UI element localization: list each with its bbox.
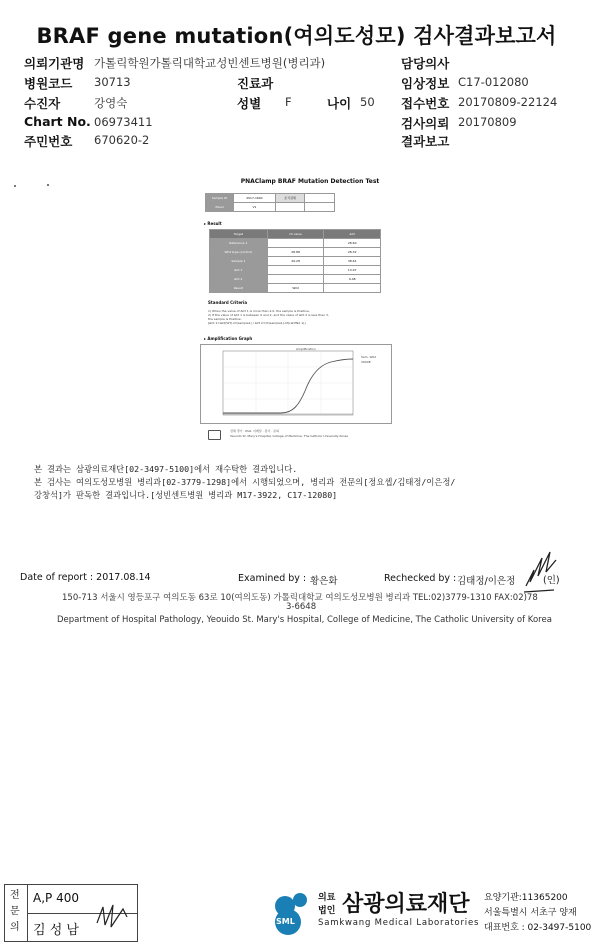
report-title: BRAF gene mutation(여의도성모) 검사결과보고서: [36, 24, 557, 48]
embedded-footer-line: Yeouido St. Mary's Hospital, College of Medicine, The Catholic University Korea: [230, 434, 348, 438]
stamp-code: A,P 400: [33, 891, 79, 905]
graph-legend-item: Sam. Wild: [361, 355, 377, 359]
stamp-side: [5, 885, 28, 941]
result-row-dct: 38.61: [324, 257, 381, 266]
age-value: 50: [360, 95, 375, 109]
result-row-dct: 28.60: [324, 239, 381, 248]
department-label: 진료과: [237, 76, 274, 91]
graph-title: Amplification: [296, 347, 316, 351]
embedded-title: PNAClamp BRAF Mutation Detection Test: [240, 178, 380, 185]
scan-speck: [14, 185, 16, 187]
receipt-label: 접수번호: [401, 96, 450, 111]
result-row-ct: [267, 239, 324, 248]
criteria-line: 2) If the value of ΔCt 1 is between 0 and 2, and the value of ΔCt 2 is less than 3,: [208, 313, 329, 317]
clinical-info-label: 임상정보: [401, 76, 450, 91]
embedded-scan-report: [200, 178, 420, 440]
sample-table: [205, 193, 335, 212]
stamp-name: 김 성 남: [33, 923, 79, 938]
result-row-label: Reference 1: [210, 239, 268, 248]
result-row-label: Sample 1: [210, 257, 268, 266]
address-line-cont: 3-6648: [286, 602, 317, 612]
receipt-value: 20170809-22124: [458, 95, 558, 109]
result-final-value: Wild: [267, 284, 324, 293]
sex-value: F: [285, 95, 292, 109]
examined-value: 황은화: [310, 576, 338, 587]
result-row-ct: [267, 275, 324, 284]
company-english: Samkwang Medical Laboratories: [318, 918, 480, 928]
sample-extra-blank: [305, 194, 335, 203]
panel-blank: [275, 203, 305, 212]
result-row-dct: [324, 284, 381, 293]
age-label: 나이: [327, 96, 352, 111]
result-header-dct: ΔCt: [324, 230, 381, 239]
result-header-ct: Ct value: [267, 230, 324, 239]
department-line: Department of Hospital Pathology, Yeouido St. Mary's Hospital, College of Medicine, The Catholic University of Korea: [57, 615, 552, 625]
seal-mark: (인): [543, 575, 560, 586]
result-row-dct: 28.32: [324, 248, 381, 257]
hospital-code-value: 30713: [94, 75, 131, 89]
amplification-graph: [200, 344, 392, 424]
clinical-info-value: C17-012080: [458, 75, 529, 89]
criteria-line: the sample is Positive.: [208, 317, 242, 321]
company-address: 서울특별시 서초구 양재: [484, 908, 577, 918]
institution-code: 요양기관:11365200: [484, 893, 568, 903]
result-heading: ▸ Result: [204, 221, 222, 226]
note-line: 강창석]가 판독한 결과입니다.[성빈센트병원 병리과 M17-3922, C17-12080]: [34, 490, 338, 500]
sml-logo-icon: [268, 886, 320, 938]
result-row-ct: [267, 266, 324, 275]
sex-label: 성별: [237, 96, 262, 111]
result-row-ct: 28.88: [267, 248, 324, 257]
result-row-ct: 29.28: [267, 257, 324, 266]
patient-label: 수진자: [24, 96, 61, 111]
result-table: [209, 229, 381, 293]
result-row-label: ΔCt 1: [210, 266, 268, 275]
institution-value: 가톨릭학원가톨릭대학교성빈센트병원(병리과): [94, 56, 326, 70]
doctor-label: 담당의사: [401, 56, 450, 71]
panel-value: V1: [234, 203, 275, 212]
address-line: 150-713 서울시 영등포구 여의도동 63로 10(여의도동) 가톨릭대학교 여의도성모병원 병리과 TEL:02)3779-1310 FAX:02)78: [62, 593, 538, 603]
result-row-dct: 9.48: [324, 275, 381, 284]
specialist-stamp: [4, 884, 138, 942]
stamp-side-label: 전문의: [10, 890, 20, 933]
sample-id-value: 2017-1600: [234, 194, 275, 203]
graph-legend-item: V600E: [361, 360, 371, 364]
hospital-code-label: 병원코드: [24, 76, 73, 91]
corp-label: 의료: [318, 893, 336, 903]
criteria-line: 1) When the value of ΔCt 1 is more than 2.0, the sample is Positive.: [208, 309, 310, 313]
sml-badge: SML: [276, 917, 295, 926]
sample-extra: 조직검체: [275, 194, 305, 203]
institution-label: 의뢰기관명: [24, 56, 85, 71]
panel-label: Panel: [206, 203, 234, 212]
result-row-label: Result: [210, 284, 268, 293]
patient-value: 강영숙: [94, 96, 128, 110]
id-value: 670620-2: [94, 133, 150, 147]
rechecked-value: 김태정/이은정: [457, 576, 516, 587]
rechecked-label: Rechecked by :: [384, 573, 457, 584]
stamp-signature-icon: [93, 899, 133, 933]
id-label: 주민번호: [24, 134, 73, 149]
company-phone: 대표번호 : 02-3497-5100: [484, 923, 592, 933]
result-header-target: Target: [210, 230, 268, 239]
result-row-label: Wild type (control): [210, 248, 268, 257]
graph-heading: ▸ Amplification Graph: [204, 336, 253, 341]
result-row-dct: 13.97: [324, 266, 381, 275]
report-label: 결과보고: [401, 134, 450, 149]
signature-icon: [520, 546, 560, 596]
company-name: 삼광의료재단: [342, 892, 470, 917]
catholic-logo-icon: [208, 430, 221, 440]
embedded-footer-line: 검체 경기 · Plat. 이메일 · 검사 · 문의: [230, 429, 279, 433]
request-label: 검사의뢰: [401, 116, 450, 131]
chart-no-label: Chart No.: [24, 114, 91, 129]
note-line: 본 결과는 삼광의료재단[02-3497-5100]에서 재수탁한 결과입니다.: [34, 464, 298, 474]
criteria-line: [ΔCt 1=ΔCt(WT)-Ct(sample1) / ΔCt 2=Ct(sample1)-Ct(ref.PNA 1)]: [208, 321, 306, 325]
note-line: 본 검사는 여의도성모병원 병리과[02-3779-1298]에서 시행되었으며, 병리과 전문의[정요셉/김태정/이은정/: [34, 477, 456, 487]
panel-blank: [305, 203, 335, 212]
corp-label: 법인: [318, 906, 336, 916]
report-date: Date of report : 2017.08.14: [20, 572, 151, 583]
sample-id-label: Sample ID: [206, 194, 234, 203]
scan-speck: [47, 184, 49, 186]
chart-no-value: 06973411: [94, 115, 153, 129]
result-row-label: ΔCt 2: [210, 275, 268, 284]
request-value: 20170809: [458, 115, 517, 129]
criteria-heading: Standard Criteria: [208, 300, 248, 305]
examined-label: Examined by :: [238, 573, 307, 584]
